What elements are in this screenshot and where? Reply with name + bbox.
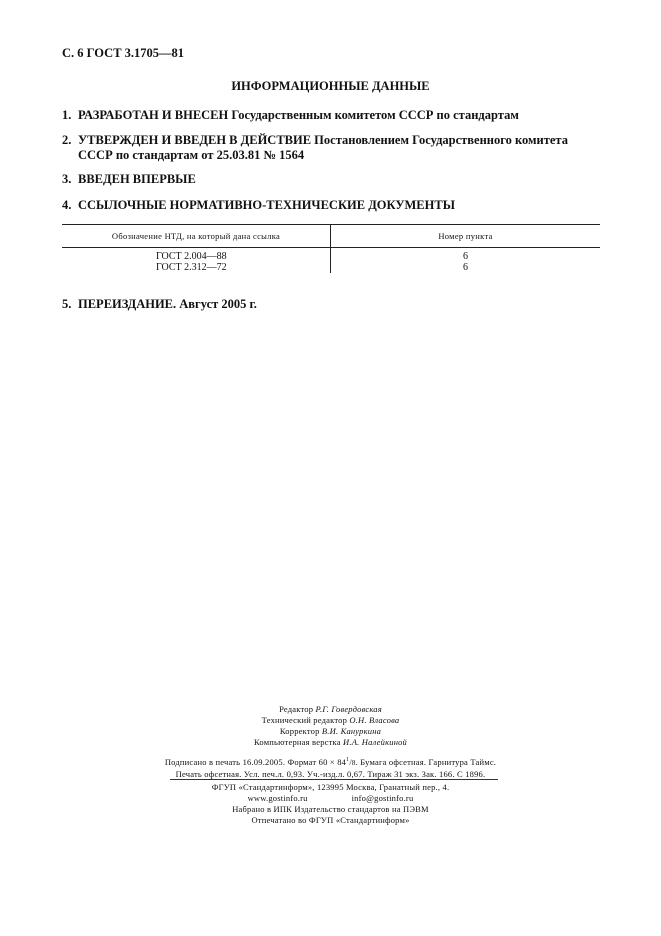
publisher-email: info@gostinfo.ru <box>351 793 414 803</box>
item-text: РАЗРАБОТАН И ВНЕСЕН Государственным комитетом СССР по стандартам <box>78 108 519 122</box>
layout-label: Компьютерная верстка <box>253 737 341 747</box>
format-superscript: 1 <box>346 757 350 763</box>
info-item-1 <box>62 108 602 123</box>
layout-name: И.А. Налейкиной <box>343 737 408 747</box>
tech-editor-label: Технический редактор <box>261 715 348 725</box>
table-cell-document: ГОСТ 2.312—72 <box>156 262 227 273</box>
corrector-label: Корректор <box>279 726 320 736</box>
header-divider <box>62 247 600 248</box>
corrector-line <box>0 726 661 737</box>
table-header-clause: Номер пункта <box>438 231 493 241</box>
item-number: 4. <box>62 198 72 212</box>
table-cell-clause: 6 <box>463 262 468 273</box>
print-info-line-1 <box>0 755 661 769</box>
info-item-3 <box>62 172 602 187</box>
publisher-address: ФГУП «Стандартинформ», 123995 Москва, Гранатный пер., 4. <box>211 782 450 792</box>
print-info <box>0 755 661 780</box>
imprint-divider <box>170 779 498 780</box>
editor-line <box>0 704 661 715</box>
print-format-text: Подписано в печать 16.09.2005. Формат 60 × 84 <box>164 756 347 767</box>
info-item-5 <box>62 297 602 312</box>
publisher-info <box>0 782 661 826</box>
reference-documents-table <box>62 224 600 273</box>
item-number: 2. <box>62 133 72 147</box>
tech-editor-line <box>0 715 661 726</box>
info-item-4 <box>62 198 602 213</box>
page-header: С. 6 ГОСТ 3.1705—81 <box>62 46 185 60</box>
publisher-website: www.gostinfo.ru <box>247 793 308 803</box>
printed-note: Отпечатано во ФГУП «Стандартинформ» <box>251 815 410 825</box>
editor-label: Редактор <box>279 704 314 714</box>
corrector-name: В.И. Кануркина <box>321 726 382 736</box>
item-number: 3. <box>62 172 72 186</box>
staff-credits <box>0 704 661 748</box>
editor-name: Р.Г. Говердовская <box>315 704 382 714</box>
format-subscript: 8 <box>351 758 356 767</box>
info-item-2 <box>62 133 602 163</box>
layout-line <box>0 737 661 748</box>
table-cell-document: ГОСТ 2.004—88 <box>156 251 227 262</box>
table-header-document: Обозначение НТД, на который дана ссылка <box>111 231 281 241</box>
table-cell-clause: 6 <box>463 251 468 262</box>
format-slash: / <box>349 756 352 767</box>
print-info-line-2: Печать офсетная. Усл. печ.л. 0,93. Уч.-изд.л. 0,67. Тираж 31 экз. Зак. 166. С 1896. <box>175 768 486 779</box>
section-title: ИНФОРМАЦИОННЫЕ ДАННЫЕ <box>231 79 430 93</box>
tech-editor-name: О.Н. Власова <box>349 715 400 725</box>
item-number: 1. <box>62 108 72 122</box>
item-number: 5. <box>62 297 72 311</box>
publisher-contacts <box>0 793 661 804</box>
item-text: ССЫЛОЧНЫЕ НОРМАТИВНО-ТЕХНИЧЕСКИЕ ДОКУМЕНТЫ <box>78 198 455 212</box>
print-paper-text: . Бумага офсетная. Гарнитура Таймс. <box>355 756 497 767</box>
item-text: УТВЕРЖДЕН И ВВЕДЕН В ДЕЙСТВИЕ Постановлением Государственного комитета СССР по стандартам от 25.03.81 № 1564 <box>78 133 568 162</box>
item-text: ПЕРЕИЗДАНИЕ. Август 2005 г. <box>78 297 257 311</box>
item-text: ВВЕДЕН ВПЕРВЫЕ <box>78 172 196 186</box>
typeset-note: Набрано в ИПК Издательство стандартов на ПЭВМ <box>232 804 429 814</box>
